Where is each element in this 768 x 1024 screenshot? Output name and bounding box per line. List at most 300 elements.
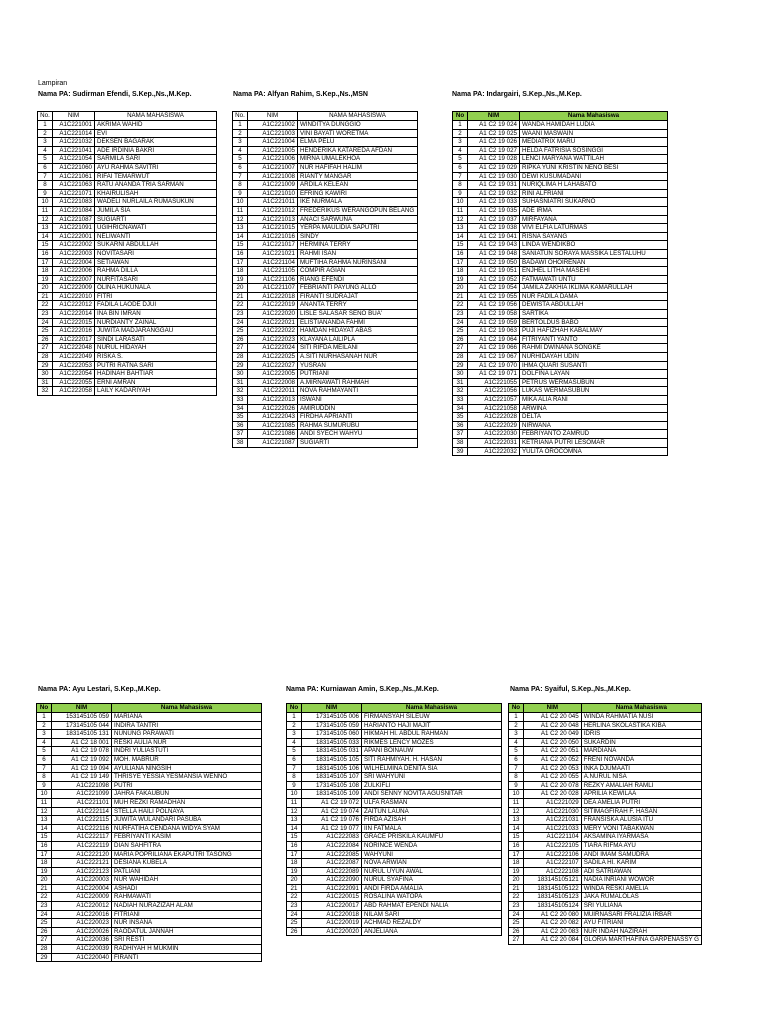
cell-nim: A1 C2 19 055 (468, 292, 520, 301)
cell-name: LINDA WENDIKBO (520, 241, 668, 250)
cell-name: ENJHEL LITHA MASEHI (520, 267, 668, 276)
cell-nim: A1 C2 19 149 (52, 773, 112, 782)
table-row (233, 361, 418, 370)
cell-nim: A1C220012 (52, 902, 112, 911)
cell-nim: A1C222049 (53, 353, 95, 362)
cell-nim: A1 C2 19 025 (468, 129, 520, 138)
cell-no: 1 (233, 121, 248, 130)
cell-no: 27 (453, 344, 468, 353)
cell-nim: A1C220016 (52, 910, 112, 919)
cell-name: FEBRIANTI PAYUNG ALLO (298, 284, 418, 293)
table-row (37, 790, 262, 799)
cell-no: 30 (453, 370, 468, 379)
cell-nim: A1C222001 (53, 232, 95, 241)
table-row (233, 327, 418, 336)
cell-name: FRENI NOVANDA (581, 755, 701, 764)
cell-nim: A1C221030 (523, 807, 581, 816)
table-row (453, 292, 668, 301)
table-row (233, 249, 418, 258)
cell-name: ANDI SYECH WAHYU (298, 430, 418, 439)
cell-nim: A1C222117 (52, 833, 112, 842)
cell-nim: A1C220015 (302, 893, 362, 902)
cell-name: WADELI NURLAILA RUMASUKUN (95, 198, 217, 207)
table-row (509, 816, 702, 825)
table-row (287, 781, 502, 790)
table-row (37, 747, 262, 756)
cell-nim: A1C220039 (52, 945, 112, 954)
cell-name: FEBRIYANTI KASIM (112, 833, 262, 842)
table-row (453, 387, 668, 396)
cell-nim: A1C221061 (53, 172, 95, 181)
cell-no: 14 (509, 824, 524, 833)
table-row (509, 867, 702, 876)
table-row (453, 206, 668, 215)
table-row (287, 713, 502, 722)
lampiran-label: Lampiran (38, 80, 68, 87)
table-row (509, 713, 702, 722)
cell-nim: A1C221011 (248, 198, 298, 207)
cell-nim: A1C222027 (248, 361, 298, 370)
table-row (509, 730, 702, 739)
cell-no: 1 (287, 713, 302, 722)
table-row (453, 353, 668, 362)
cell-name: JUWITA MADJARANGGAU (95, 327, 217, 336)
cell-nim: A1 C2 20 078 (523, 781, 581, 790)
cell-name: PUTRI RATNA SARI (95, 361, 217, 370)
cell-no: 24 (509, 910, 524, 919)
cell-name: HIKMAH HI. ABDUL RAHMAN (362, 730, 502, 739)
table-row (509, 902, 702, 911)
header-name: Nama Mahasiswa (581, 704, 701, 713)
table-row (233, 258, 418, 267)
table-row (453, 301, 668, 310)
cell-no: 9 (509, 781, 524, 790)
cell-nim: A1C222031 (468, 438, 520, 447)
cell-nim: A1C222026 (248, 404, 298, 413)
cell-nim: A1C221012 (248, 206, 298, 215)
cell-name: INKA DJUMAATI (581, 764, 701, 773)
table-row (453, 421, 668, 430)
table-row (37, 910, 262, 919)
cell-nim: A1C221008 (248, 172, 298, 181)
cell-nim: A1 C2 20 055 (523, 773, 581, 782)
cell-name: BADAWI OHOIRENAN (520, 258, 668, 267)
cell-name: ANDI FIRDA AMALIA (362, 884, 502, 893)
table-row (287, 893, 502, 902)
cell-nim: A1C222055 (53, 378, 95, 387)
cell-no: 7 (38, 172, 53, 181)
cell-no: 31 (453, 378, 468, 387)
header-nim: NIM (523, 704, 581, 713)
table-row (233, 284, 418, 293)
cell-no: 11 (233, 206, 248, 215)
cell-name: DEWI KUSUMADANI (520, 172, 668, 181)
cell-name: FIRANTI SUDRAJAT (298, 292, 418, 301)
table-row (453, 129, 668, 138)
cell-nim: A1 C2 19 058 (468, 310, 520, 319)
table-row (233, 275, 418, 284)
cell-name: ZAITUN LAUNA (362, 807, 502, 816)
table-header-row (233, 112, 418, 121)
table-row (509, 910, 702, 919)
cell-name: IHMA QUARI SUSANTI (520, 361, 668, 370)
cell-name: MERY VONI TABAKWAN (581, 824, 701, 833)
section-title-s5: Nama PA: Kurniawan Amin, S.Kep.,Ns.,M.Kep. (286, 686, 439, 693)
table-row (453, 121, 668, 130)
cell-no: 29 (453, 361, 468, 370)
cell-no: 5 (287, 747, 302, 756)
table-row (38, 353, 217, 362)
cell-no: 25 (287, 919, 302, 928)
cell-name: DEA AMELIA PUTRI (581, 798, 701, 807)
table-row (38, 163, 217, 172)
cell-no: 21 (287, 884, 302, 893)
table-row (38, 172, 217, 181)
cell-name: PATLIANI (112, 867, 262, 876)
cell-no: 13 (38, 224, 53, 233)
cell-nim: A1C221021 (248, 249, 298, 258)
cell-nim: A1 C2 19 063 (468, 327, 520, 336)
cell-no: 18 (453, 267, 468, 276)
cell-no: 1 (38, 121, 53, 130)
cell-nim: A1C222010 (53, 292, 95, 301)
cell-name: AKSAMINA IYARMASA (581, 833, 701, 842)
cell-nim: A1C222020 (248, 310, 298, 319)
cell-no: 24 (233, 318, 248, 327)
cell-name: MIRNA UMALEKHOA (298, 155, 418, 164)
cell-no: 5 (453, 155, 468, 164)
section-title-s3: Nama PA: Indargairi, S.Kep.,Ns.,M.Kep. (452, 91, 582, 98)
cell-no: 1 (509, 713, 524, 722)
table-row (509, 893, 702, 902)
table-row (509, 927, 702, 936)
table-row (233, 138, 418, 147)
cell-name: YUSRAN (298, 361, 418, 370)
cell-no: 3 (509, 730, 524, 739)
table-row (453, 335, 668, 344)
cell-name: DELTA (520, 413, 668, 422)
cell-nim: 183145105122 (523, 884, 581, 893)
cell-nim: A1C221084 (53, 206, 95, 215)
cell-name: APRILIA KEWILAA (581, 790, 701, 799)
header-no: No. (38, 112, 53, 121)
cell-no: 2 (287, 721, 302, 730)
cell-name: KLAYANA LAILIPLA (298, 335, 418, 344)
cell-nim: A1C222022 (248, 327, 298, 336)
table-row (233, 421, 418, 430)
cell-name: DESIANA KUBELA (112, 859, 262, 868)
table-row (287, 833, 502, 842)
cell-no: 13 (37, 816, 52, 825)
cell-nim: A1C220023 (52, 919, 112, 928)
cell-nim: A1C222024 (248, 344, 298, 353)
cell-no: 25 (453, 327, 468, 336)
cell-nim: A1C221087 (53, 215, 95, 224)
cell-name: ERNI AMRAN (95, 378, 217, 387)
cell-name: WINDA RESKI AMELIA (581, 884, 701, 893)
cell-no: 11 (453, 206, 468, 215)
cell-no: 16 (38, 249, 53, 258)
cell-no: 21 (38, 292, 53, 301)
cell-no: 16 (453, 249, 468, 258)
cell-nim: A1 C2 19 072 (302, 798, 362, 807)
roster-table-s5 (286, 703, 502, 936)
table-row (453, 430, 668, 439)
cell-nim: A1 C2 19 052 (468, 275, 520, 284)
cell-nim: A1C221041 (53, 146, 95, 155)
cell-no: 26 (37, 927, 52, 936)
table-header-row (509, 704, 702, 713)
cell-name: RISNA SAYANG (520, 232, 668, 241)
cell-nim: A1C222011 (248, 387, 298, 396)
cell-name: SANIATUN SORAYA MASSIKA LESTALUHU (520, 249, 668, 258)
cell-no: 10 (37, 790, 52, 799)
table-row (38, 121, 217, 130)
cell-name: RINI ALFRIANI (520, 189, 668, 198)
cell-nim: A1C220020 (302, 927, 362, 936)
cell-nim: A1C221056 (468, 387, 520, 396)
cell-nim: A1C221004 (248, 138, 298, 147)
table-row (233, 121, 418, 130)
cell-no: 21 (233, 292, 248, 301)
table-row (37, 755, 262, 764)
roster-table-s4 (36, 703, 262, 962)
cell-name: LUKAS WERMASUBUN (520, 387, 668, 396)
table-row (287, 755, 502, 764)
cell-name: YULITA OROCOMNA (520, 447, 668, 456)
cell-name: RAHMI ISAN (298, 249, 418, 258)
table-row (38, 318, 217, 327)
cell-nim: A1 C2 19 030 (468, 172, 520, 181)
cell-no: 33 (453, 396, 468, 405)
cell-nim: A1C222012 (53, 301, 95, 310)
cell-no: 34 (453, 404, 468, 413)
cell-nim: A1C220036 (52, 936, 112, 945)
cell-no: 13 (509, 816, 524, 825)
cell-no: 7 (453, 172, 468, 181)
cell-nim: A1 C2 19 051 (468, 267, 520, 276)
cell-no: 16 (287, 841, 302, 850)
cell-nim: A1 C2 19 094 (52, 764, 112, 773)
cell-nim: 173145105 059 (302, 721, 362, 730)
cell-name: GLORIA MARTHAFINA GARPENASSY G (581, 936, 701, 945)
table-row (453, 344, 668, 353)
cell-no: 7 (233, 172, 248, 181)
cell-name: HERMINA TERRY (298, 241, 418, 250)
table-row (287, 798, 502, 807)
cell-no: 20 (453, 284, 468, 293)
cell-no: 32 (233, 387, 248, 396)
cell-name: NELIWANTI (95, 232, 217, 241)
cell-no: 27 (37, 936, 52, 945)
cell-no: 18 (287, 859, 302, 868)
cell-no: 20 (509, 876, 524, 885)
table-row (37, 807, 262, 816)
cell-no: 22 (453, 301, 468, 310)
table-row (37, 781, 262, 790)
cell-nim: A1 C2 19 026 (468, 138, 520, 147)
cell-no: 9 (233, 189, 248, 198)
cell-nim: A1C220018 (302, 910, 362, 919)
cell-name: MIRFAYANA (520, 215, 668, 224)
cell-nim: A1C221017 (248, 241, 298, 250)
cell-no: 22 (233, 301, 248, 310)
cell-nim: A1C222003 (53, 249, 95, 258)
cell-no: 11 (287, 798, 302, 807)
cell-nim: A1 C2 20 053 (523, 764, 581, 773)
cell-nim: A1C222029 (468, 421, 520, 430)
cell-no: 2 (453, 129, 468, 138)
cell-name: IDRIS (581, 730, 701, 739)
cell-name: HARIANTO HAJI MAJIT (362, 721, 502, 730)
cell-no: 12 (287, 807, 302, 816)
cell-no: 11 (37, 798, 52, 807)
cell-name: MUH REZKI RAMADHAN (112, 798, 262, 807)
table-row (37, 876, 262, 885)
cell-no: 8 (287, 773, 302, 782)
cell-name: ACHMAD REZALDY (362, 919, 502, 928)
table-row (233, 129, 418, 138)
cell-no: 16 (509, 841, 524, 850)
cell-name: BERTOLDUS BABO (520, 318, 668, 327)
cell-nim: A1C222087 (302, 859, 362, 868)
table-row (38, 310, 217, 319)
cell-no: 19 (509, 867, 524, 876)
cell-no: 17 (37, 850, 52, 859)
cell-name: VIVI ELFIA LATURMAS (520, 224, 668, 233)
cell-nim: A1C221033 (523, 824, 581, 833)
table-row (38, 181, 217, 190)
cell-name: PUTRI (112, 781, 262, 790)
table-row (37, 798, 262, 807)
table-row (509, 833, 702, 842)
cell-nim: A1C221016 (248, 232, 298, 241)
table-row (233, 155, 418, 164)
cell-name: RIANTY MANGAR (298, 172, 418, 181)
cell-no: 9 (453, 189, 468, 198)
table-row (37, 953, 262, 962)
cell-nim: A1C221029 (523, 798, 581, 807)
cell-nim: A1C221104 (523, 833, 581, 842)
table-row (37, 893, 262, 902)
cell-no: 8 (453, 181, 468, 190)
table-row (233, 430, 418, 439)
table-row (453, 232, 668, 241)
table-row (287, 738, 502, 747)
cell-name: SRI YULIANA (581, 902, 701, 911)
cell-name: ISWANI (298, 396, 418, 405)
cell-name: FITRIYANTI YANTO (520, 335, 668, 344)
cell-no: 6 (38, 163, 53, 172)
header-nim: NIM (52, 704, 112, 713)
cell-name: WAHYUNI (362, 850, 502, 859)
table-row (453, 267, 668, 276)
cell-nim: A1C221085 (248, 421, 298, 430)
cell-no: 13 (287, 816, 302, 825)
cell-no: 32 (38, 387, 53, 396)
table-row (453, 327, 668, 336)
cell-no: 23 (38, 310, 53, 319)
cell-nim: A1C221007 (248, 163, 298, 172)
cell-nim: A1C222018 (248, 292, 298, 301)
cell-name: FRANSISKA ALUSIA ITU (581, 816, 701, 825)
cell-name: WINDITYA DUNGGIO (298, 121, 418, 130)
table-row (287, 859, 502, 868)
cell-name: NURUL HIDAYAH (95, 344, 217, 353)
cell-no: 6 (509, 755, 524, 764)
cell-no: 26 (453, 335, 468, 344)
table-row (38, 146, 217, 155)
cell-nim: A1 C2 19 092 (52, 755, 112, 764)
table-row (287, 730, 502, 739)
cell-no: 29 (37, 953, 52, 962)
cell-no: 12 (453, 215, 468, 224)
table-header-row (453, 112, 668, 121)
cell-nim: A1C222058 (53, 387, 95, 396)
cell-no: 23 (37, 902, 52, 911)
cell-no: 37 (233, 430, 248, 439)
header-name: Nama Mahasiswa (520, 112, 668, 121)
cell-no: 6 (453, 163, 468, 172)
cell-name: ANDI IMAM SAMUDRA (581, 850, 701, 859)
table-row (37, 859, 262, 868)
header-no: No (509, 704, 524, 713)
cell-no: 3 (287, 730, 302, 739)
cell-no: 37 (453, 430, 468, 439)
cell-nim: A1 C2 20 082 (523, 919, 581, 928)
cell-name: IIN FATMALA (362, 824, 502, 833)
cell-nim: A1C221104 (248, 258, 298, 267)
cell-name: NADIAH NURAZIZAH ALAM (112, 902, 262, 911)
table-row (233, 292, 418, 301)
cell-no: 13 (233, 224, 248, 233)
cell-name: EFRING KAWIRI (298, 189, 418, 198)
cell-no: 30 (38, 370, 53, 379)
cell-no: 36 (233, 421, 248, 430)
cell-name: ANANTA TERRY (298, 301, 418, 310)
cell-no: 22 (37, 893, 52, 902)
cell-no: 12 (233, 215, 248, 224)
section-title-s4: Nama PA: Ayu Lestari, S.Kep.,M.Kep. (38, 686, 161, 693)
cell-no: 20 (287, 876, 302, 885)
cell-nim: A1C222028 (468, 413, 520, 422)
cell-name: HENDERIKA KATAREDA AFDAN (298, 146, 418, 155)
cell-nim: A1 C2 19 027 (468, 146, 520, 155)
table-row (38, 215, 217, 224)
cell-nim: A1C222108 (523, 867, 581, 876)
cell-no: 19 (453, 275, 468, 284)
cell-no: 27 (509, 936, 524, 945)
cell-nim: A1 C2 19 056 (468, 301, 520, 310)
table-row (509, 755, 702, 764)
cell-name: INDRI YULIASTUTI (112, 747, 262, 756)
table-row (37, 738, 262, 747)
table-row (287, 919, 502, 928)
cell-no: 8 (233, 181, 248, 190)
cell-nim: A1C222120 (52, 850, 112, 859)
cell-name: REZKY AMALIAH RAMLI (581, 781, 701, 790)
cell-nim: A1C222114 (52, 807, 112, 816)
cell-nim: A1 C2 19 035 (468, 206, 520, 215)
cell-nim: A1 C2 19 032 (468, 189, 520, 198)
table-row (38, 284, 217, 293)
table-row (287, 927, 502, 936)
table-row (38, 335, 217, 344)
cell-nim: A1 C2 19 074 (302, 807, 362, 816)
table-row (233, 413, 418, 422)
cell-no: 9 (37, 781, 52, 790)
cell-nim: A1C221054 (53, 155, 95, 164)
